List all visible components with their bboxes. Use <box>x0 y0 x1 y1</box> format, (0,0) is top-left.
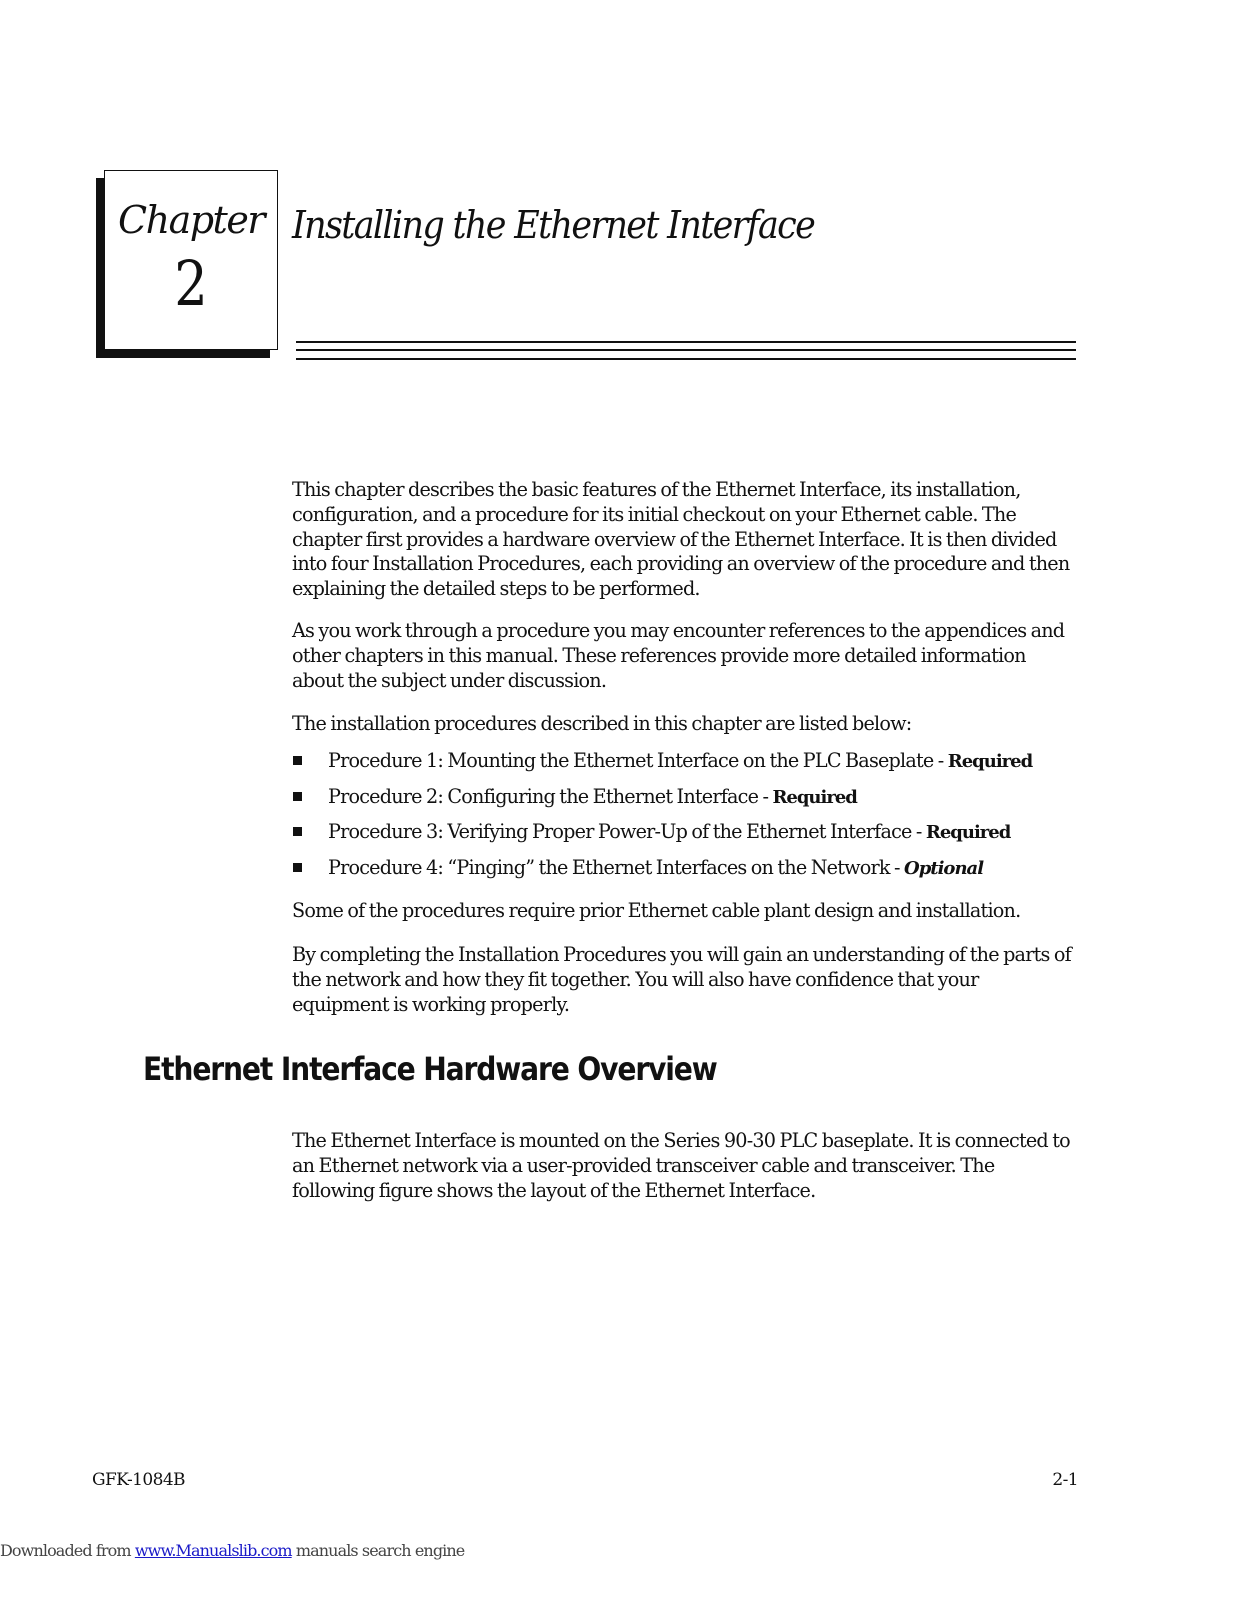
square-bullet-icon <box>293 827 302 836</box>
chapter-number: 2 <box>174 247 208 320</box>
procedure-list <box>292 749 1072 891</box>
square-bullet-icon <box>293 756 302 765</box>
paragraph-text: The Ethernet Interface is mounted on the Series 90-30 PLC baseplate. It is connected to an Ethernet network via a user-provided transceiver cable and transceiver. The following figure shows the layout of the Ethernet Interface. <box>292 1129 1070 1202</box>
procedure-tag: Required <box>947 751 1033 772</box>
list-item <box>292 785 1072 821</box>
section-paragraph <box>292 1129 1072 1203</box>
paragraph-text: By completing the Installation Procedures you will gain an understanding of the parts of the network and how they fit together. You will also have confidence that your equipment is working properly. <box>292 943 1071 1016</box>
download-prefix: Downloaded from <box>0 1541 135 1560</box>
list-item <box>292 856 1072 892</box>
list-item <box>292 820 1072 856</box>
intro-paragraph-2 <box>292 619 1072 693</box>
procedure-text: Procedure 4: “Pinging” the Ethernet Interfaces on the Network - <box>328 855 905 879</box>
after-paragraph-2 <box>292 943 1072 1017</box>
title-rule-bottom <box>296 358 1076 360</box>
chapter-label: Chapter <box>118 198 264 242</box>
paragraph-text: The installation procedures described in this chapter are listed below: <box>292 712 912 735</box>
procedure-tag: Required <box>925 822 1011 843</box>
procedure-text: Procedure 2: Configuring the Ethernet Interface - <box>328 784 773 808</box>
footer-doc-id: GFK-1084B <box>92 1470 185 1490</box>
procedure-tag: Required <box>772 786 857 808</box>
procedure-text: Procedure 1: Mounting the Ethernet Interface on the PLC Baseplate - <box>328 749 948 772</box>
section-heading: Ethernet Interface Hardware Overview <box>143 1050 717 1088</box>
procedure-text: Procedure 3: Verifying Proper Power-Up of the Ethernet Interface - <box>328 820 926 843</box>
title-rule-middle <box>296 349 1076 351</box>
title-rule-top <box>296 341 1076 343</box>
chapter-title: Installing the Ethernet Interface <box>292 203 815 247</box>
download-notice <box>0 1541 464 1560</box>
intro-paragraph-3 <box>292 712 1072 737</box>
footer-page-number: 2-1 <box>1052 1470 1078 1490</box>
paragraph-text: Some of the procedures require prior Ethernet cable plant design and installation. <box>292 899 1021 922</box>
paragraph-text: As you work through a procedure you may encounter references to the appendices and other chapters in this manual. These references provide more detailed information about the subject under discussion. <box>292 619 1065 692</box>
chapter-box <box>104 170 278 350</box>
intro-paragraph-1 <box>292 478 1072 602</box>
square-bullet-icon <box>293 792 302 801</box>
download-suffix: manuals search engine <box>291 1541 465 1560</box>
list-item <box>292 749 1072 785</box>
square-bullet-icon <box>293 863 302 872</box>
paragraph-text: This chapter describes the basic features of the Ethernet Interface, its installation, configuration, and a procedure for its initial checkout on your Ethernet cable. The chapter first provides a hardware overview of the Ethernet Interface. It is then divided into four Installation Procedures, each providing an overview of the procedure and then explaining the detailed steps to be performed. <box>292 478 1070 601</box>
manualslib-link[interactable]: www.Manualslib.com <box>134 1541 292 1560</box>
after-paragraph-1 <box>292 899 1072 924</box>
procedure-tag: Optional <box>904 857 984 879</box>
